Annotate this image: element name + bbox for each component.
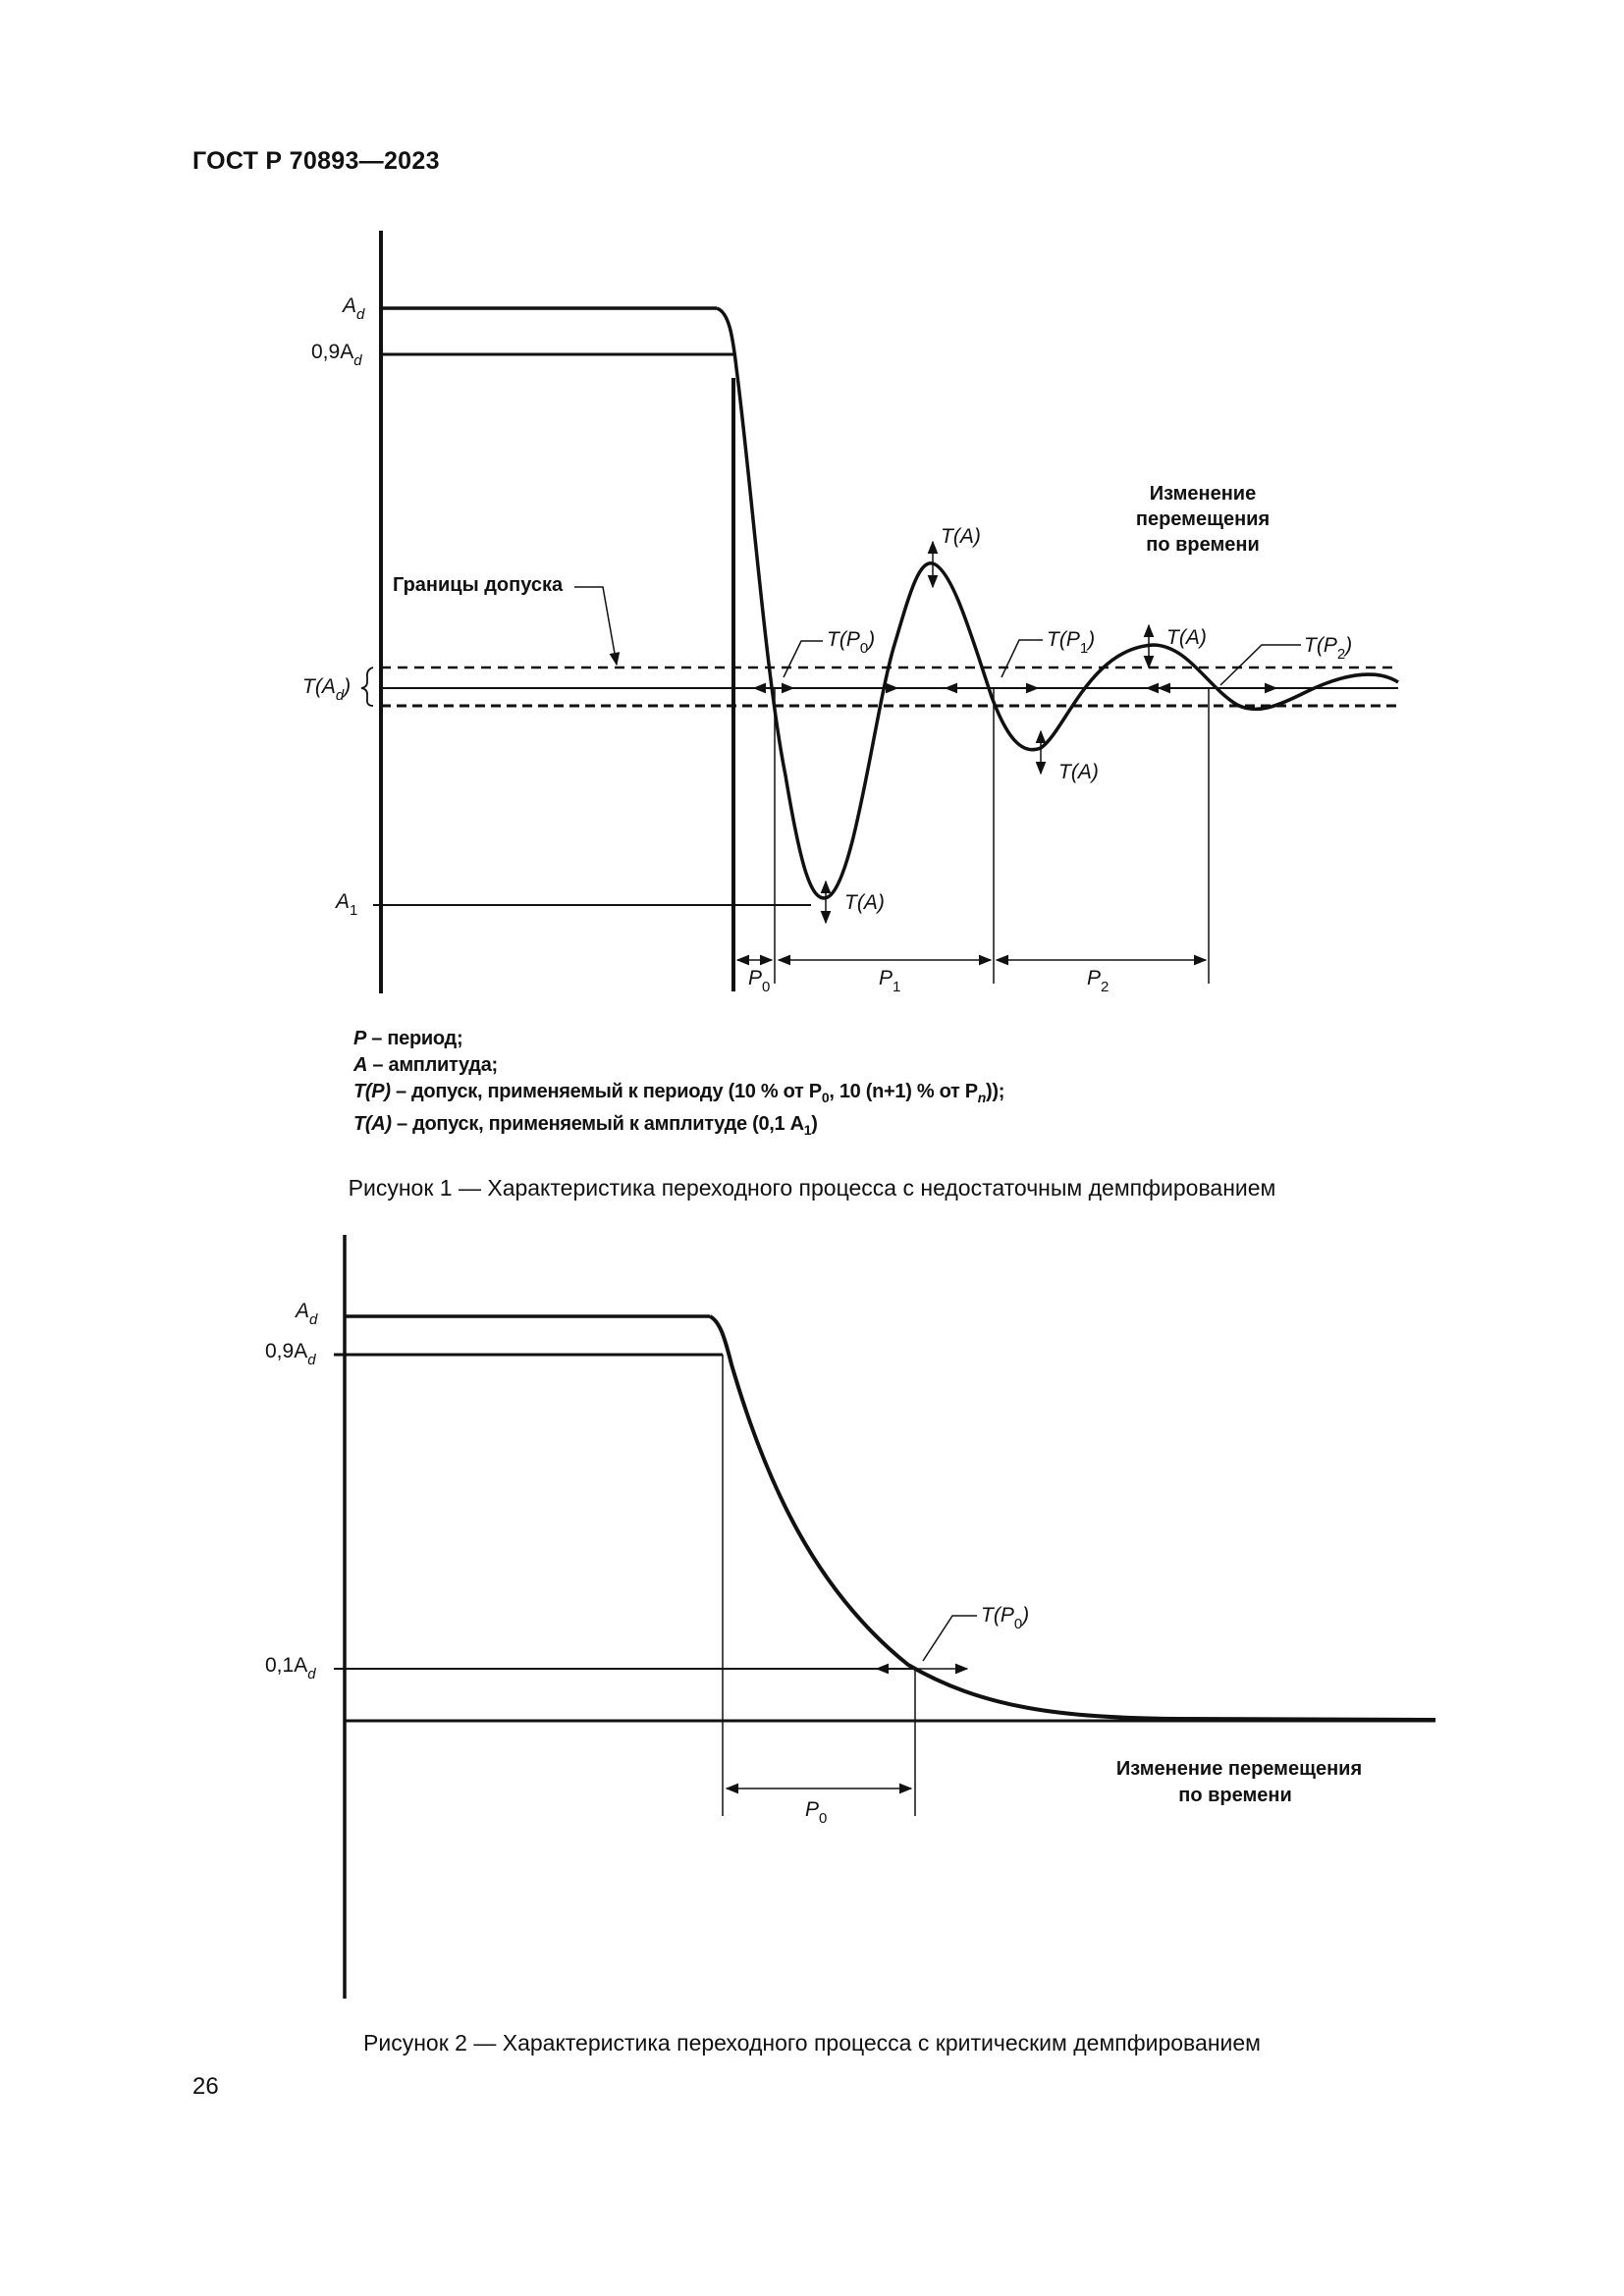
fig1-tp1-leader (1001, 640, 1043, 677)
figure1-diagram (361, 231, 1398, 993)
fig1-tp1-label: $T(P_1)$ (1047, 628, 1096, 657)
document-header: ГОСТ Р 70893—2023 (192, 147, 440, 175)
fig2-p0-label: $P_0$ (805, 1798, 828, 1827)
fig2-tp0-leader (923, 1616, 977, 1661)
fig1-tp0-leader (784, 641, 823, 677)
figure1-labels (302, 294, 1352, 995)
fig1-label-ad: $A_d$ (343, 294, 365, 323)
fig1-tp2-leader (1220, 645, 1301, 685)
fig1-label-a1: $A_1$ (336, 890, 358, 919)
fig1-tad-brace (361, 667, 373, 706)
fig1-displacement-line1: Изменение (1149, 483, 1257, 505)
fig2-label-ad09: $0,9A_d$ (265, 1340, 316, 1368)
fig1-response-curve (717, 308, 1398, 898)
fig1-ta-label-peak2: T(A) (1166, 626, 1207, 649)
fig2-label-ad: $A_d$ (296, 1300, 318, 1328)
fig1-label-ad09: $0,9A_d$ (311, 341, 362, 369)
fig1-tp0-label: $T(P_0)$ (827, 628, 876, 657)
fig1-ta-label-trough: T(A) (1058, 761, 1099, 783)
fig1-p0-label: $P_0$ (748, 967, 771, 995)
legend-line-amplitude: A – амплитуда; (353, 1054, 498, 1076)
figure1-caption: Рисунок 1 — Характеристика переходного процесса с недостаточным демпфированием (348, 1175, 1276, 1201)
legend-line-period-tolerance: T(P) – допуск, применяемый к периоду (10 % от $P_0$, 10 (n+1) % от $P_n$)); (353, 1081, 1005, 1105)
fig1-ta-label-a1: T(A) (844, 891, 885, 914)
fig2-displacement-line2: по времени (1178, 1785, 1292, 1806)
fig1-ta-label-top: T(A) (941, 525, 981, 548)
legend-line-amplitude-tolerance: T(A) – допуск, применяемый к амплитуде (0,1 $A_1$) (353, 1113, 818, 1138)
figure2-labels (265, 1300, 1362, 1827)
fig1-p2-label: $P_2$ (1087, 967, 1110, 995)
fig2-displacement-line1: Изменение перемещения (1115, 1758, 1363, 1780)
figure2-diagram (334, 1235, 1435, 1999)
fig1-tolerance-leader (574, 587, 617, 665)
fig2-label-ad01: $0,1A_d$ (265, 1654, 316, 1682)
fig1-displacement-line2: перемещения (1135, 508, 1271, 530)
page-number: 26 (192, 2073, 219, 2100)
fig1-label-tad: $T(A_d)$ (302, 675, 352, 704)
fig1-tp2-label: $T(P_2)$ (1304, 634, 1353, 663)
fig2-response-curve (710, 1316, 1435, 1720)
fig2-tp0-label: $T(P_0)$ (981, 1604, 1030, 1632)
fig1-legend (353, 1026, 1004, 1144)
fig1-p1-label: $P_1$ (879, 967, 901, 995)
legend-line-period: P – период; (353, 1028, 463, 1049)
fig1-tolerance-label: Границы допуска (393, 574, 564, 596)
figure2-caption: Рисунок 2 — Характеристика переходного процесса с критическим демпфированием (363, 2030, 1261, 2056)
fig1-displacement-line3: по времени (1146, 534, 1260, 556)
